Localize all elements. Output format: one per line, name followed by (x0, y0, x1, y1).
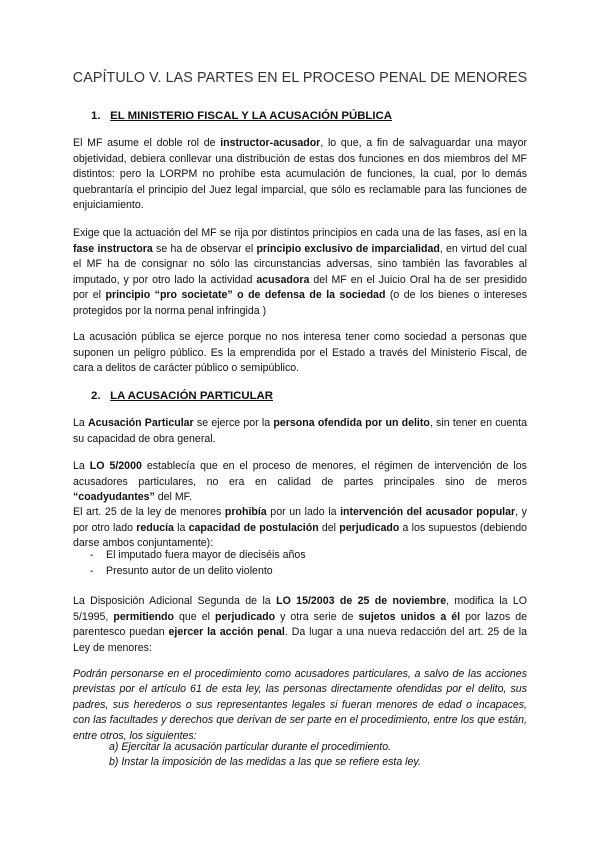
conditions-list (73, 548, 527, 579)
section-1-title: EL MINISTERIO FISCAL Y LA ACUSACIÓN PÚBLICA (110, 110, 393, 122)
bold-run: acusadora (256, 273, 310, 286)
section-2-paragraph-4 (73, 594, 527, 656)
bold-run: Acusación Particular (88, 417, 194, 429)
section-2-paragraph-3 (73, 505, 527, 552)
text-run: que el (174, 610, 215, 623)
bold-run: reducía (136, 521, 174, 534)
list-item (73, 548, 527, 564)
bold-run: ejercer la acción penal (168, 626, 285, 639)
list-item (73, 564, 527, 580)
bold-run: LO 5/2000 (89, 460, 142, 472)
section-2-heading (91, 390, 273, 402)
section-1-paragraph-1 (73, 136, 527, 214)
text-run: del MF en el Juicio Oral ha de ser presidido por el (73, 273, 527, 302)
bold-run: perjudicado (215, 610, 276, 623)
chapter-title: CAPÍTULO V. LAS PARTES EN EL PROCESO PENAL DE MENORES (72, 70, 528, 86)
section-2-title: LA ACUSACIÓN PARTICULAR (110, 390, 274, 402)
text-run: , modifica la LO 5/1995, (73, 595, 528, 623)
bold-run: prohibía (224, 506, 267, 518)
text-run: del (318, 521, 340, 534)
text-run: Exige que la actuación del MF se rija por distintos principios en cada una de las fases, así en la (73, 227, 527, 239)
dash-bullet: - (90, 549, 94, 561)
text-run: La Disposición Adicional Segunda de la (73, 595, 277, 607)
section-1-heading (91, 110, 392, 122)
bold-run: permitiendo (113, 610, 174, 623)
bold-run: sujetos unidos a él (358, 610, 461, 623)
bold-run: principio exclusivo de imparcialidad (256, 242, 440, 255)
bold-run: fase instructora (73, 242, 153, 255)
text-run: la (173, 521, 189, 534)
text-run: por un lado la (266, 506, 341, 518)
text-run: se ha de observar el (152, 242, 257, 255)
bold-run: intervención del acusador popular (340, 506, 516, 518)
text-run: , y por otro lado (73, 506, 527, 534)
section-2-number: 2. (91, 390, 101, 402)
text-run: y otra serie de (275, 610, 359, 623)
text-run: se ejerce por la (193, 417, 274, 429)
quote-item-a: a) Ejercitar la acusación particular durante el procedimiento. (109, 741, 392, 753)
bold-run: persona ofendida por un delito (273, 417, 430, 429)
text-run: , en virtud del cual el MF ha de consignar no sólo las circunstancias adversas, sino también las favorables al imputado, y por otro lado la actividad (73, 242, 527, 286)
text-run: (o de los bienes o intereses protegidos por la norma penal infringida ) (73, 289, 527, 317)
art-25-quote-items (109, 740, 529, 771)
section-2-paragraph-2 (73, 459, 527, 506)
bold-run: principio “pro societate” o de defensa de la sociedad (105, 289, 386, 302)
bold-run: LO 15/2003 de 25 de noviembre (276, 595, 447, 607)
list-item-text: El imputado fuera mayor de dieciséis años (106, 549, 306, 561)
text-run: La (73, 417, 89, 429)
text-run: a los supuestos (debiendo darse ambos conjuntamente): (73, 521, 528, 550)
text-run: . Da lugar a una nueva redacción del art. 25 de la Ley de menores: (73, 626, 527, 654)
text-run: del MF. (154, 491, 192, 504)
text-run: , lo que, a fin de salvaguardar una mayor objetividad, debiera conllevar una distribución de estas dos funciones en dos miembros del MF distintos: pero la LORPM no prohíbe esta acumulación de funciones, la cual, por lo demás quebrantaría el principio del Juez legal imparcial, que sólo es reclamable para las funciones de enjuiciamiento. (73, 137, 528, 212)
text-run: La (73, 460, 90, 472)
bold-run: “coadyudantes” (73, 491, 155, 504)
bold-run: capacidad de postulación (188, 521, 319, 534)
section-1-number: 1. (91, 110, 101, 122)
bold-run: perjudicado (339, 521, 400, 534)
text-run: El art. 25 de la ley de menores (73, 506, 225, 518)
text-run: establecía que en el proceso de menores, el régimen de intervención de los acusadores particulares, no era en calidad de partes principales sino de meros (73, 460, 527, 488)
quote-item-b: b) Instar la imposición de las medidas a las que se refiere esta ley. (109, 756, 421, 769)
list-item-text: Presunto autor de un delito violento (106, 564, 273, 577)
text-run: , sin tener en cuenta su capacidad de obra general. (73, 417, 527, 445)
text-run: El MF asume el doble rol de (73, 137, 221, 149)
art-25-quote: Podrán personarse en el procedimiento como acusadores particulares, a salvo de las acciones previstas por el artículo 61 de esta ley, las personas directamente ofendidas por el delito, sus padres, sus herederos o sus representantes legales si fueran menores de edad o incapaces, con las facultades y derechos que derivan de ser parte en el procedimiento, entre los que están, entre otros, los siguientes: (73, 668, 527, 742)
section-2-paragraph-1 (73, 416, 527, 447)
text-run: por lazos de parentesco puedan (73, 610, 527, 639)
section-1-paragraph-2 (73, 226, 527, 320)
section-1-paragraph-3: La acusación pública se ejerce porque no nos interesa tener como sociedad a personas que suponen un peligro público. Es la emprendida por el Estado a través del Ministerio Fiscal, de cara a delitos de carácter público o semipúblico. (73, 331, 527, 375)
bold-run: instructor-acusador (220, 137, 321, 149)
dash-bullet: - (90, 564, 94, 577)
